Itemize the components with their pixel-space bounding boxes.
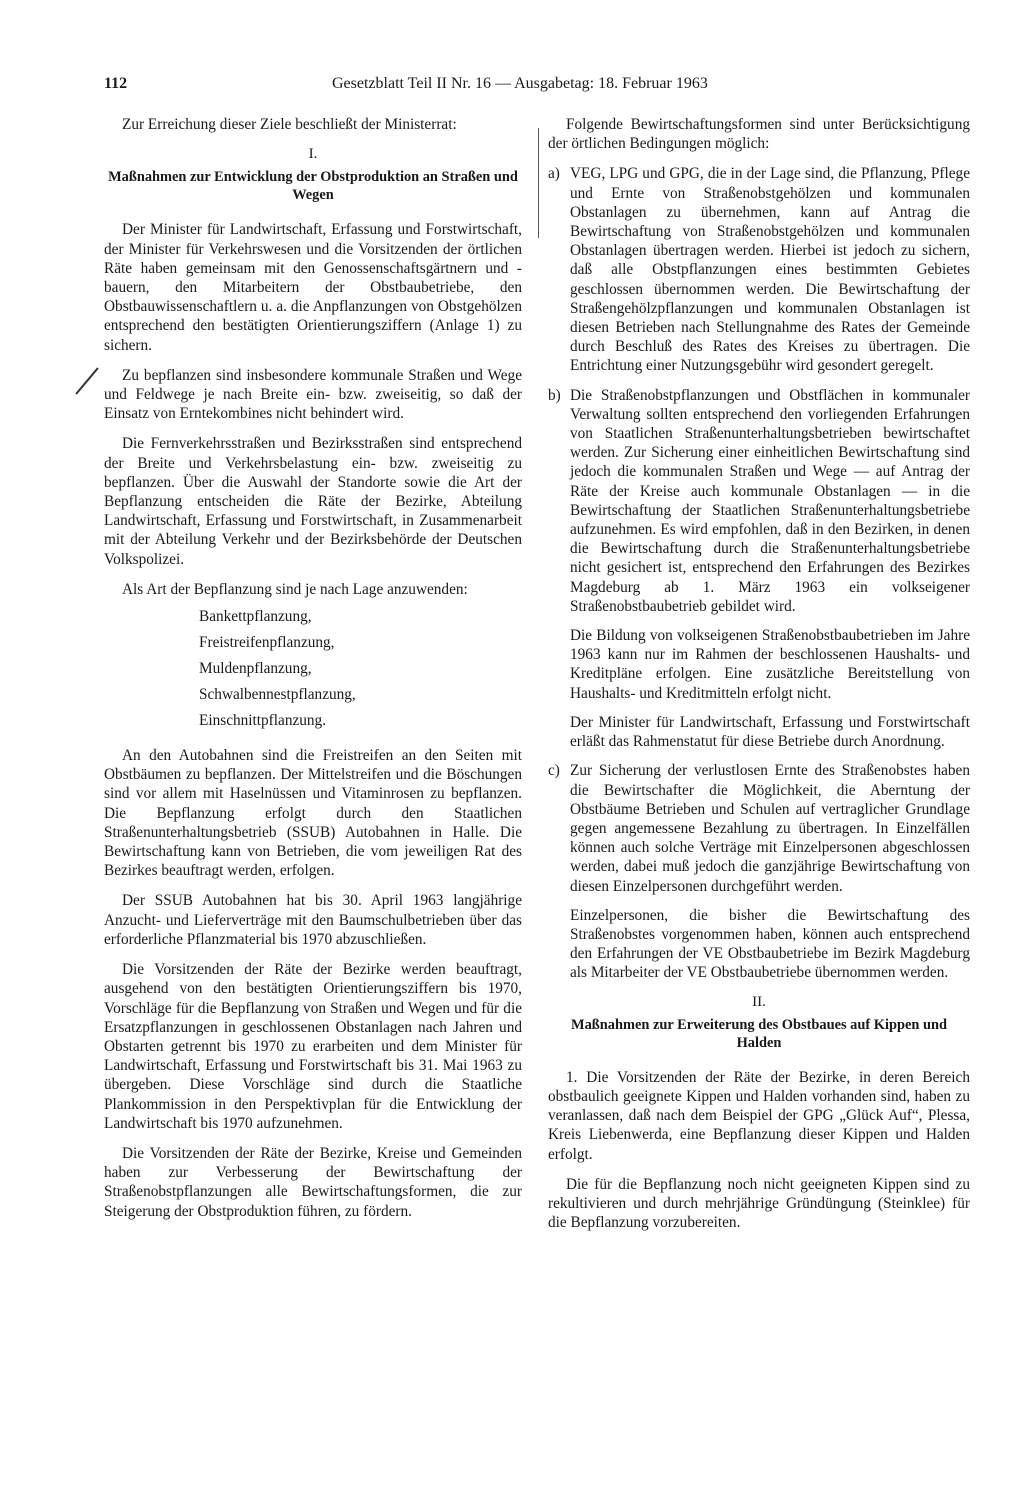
section-number: I. xyxy=(308,146,318,163)
intro-paragraph: Folgende Bewirtschaftungsformen sind unter Berücksichtigung der örtlichen Bedingungen möglich: xyxy=(548,116,970,153)
paragraph: Die Vorsitzenden der Räte der Bezirke, Kreise und Gemeinden haben zur Verbesserung der Bewirtschaftung der Straßenobstpflanzungen alle Bewirtschaftungsformen, die zur Steigerung der Obstproduktion führen, zu fördern. xyxy=(104,1144,522,1220)
list-item: Einschnittpflanzung. xyxy=(199,712,327,730)
list-item: Muldenpflanzung, xyxy=(199,660,312,678)
running-title: Gesetzblatt Teil II Nr. 16 — Ausgabetag: 18. Februar 1963 xyxy=(332,75,708,92)
item-text: Einzelpersonen, die bisher die Bewirtschaftung des Straßenobstes vorgenommen haben, können auch entsprechend den Erfahrungen der VE Obstbaubetriebe im Bezirk Magdeburg als Mitarbeiter der VE Obstbaubetriebe übernommen werden. xyxy=(570,906,970,982)
list-item-a xyxy=(548,164,970,375)
item-label: c) xyxy=(548,762,560,780)
section-heading: Maßnahmen zur Entwicklung der Obstproduktion an Straßen und Wegen xyxy=(108,169,518,204)
planting-types-list xyxy=(199,604,522,734)
item-text: Zur Sicherung der verlustlosen Ernte des Straßenobstes haben die Bewirtschafter die Möglichkeit, die Aberntung der Obstbäume Betrieben und Schulen auf vertraglicher Grundlage gegen angemessene Bezahlung zu übertragen. In Einzelfällen können auch solche Verträge mit Einzelpersonen abgeschlossen werden, dabei muß jedoch die ganzjährige Bewirtschaftung von diesen Einzelpersonen durchgeführt werden. xyxy=(570,762,970,895)
intro-paragraph: Zur Erreichung dieser Ziele beschließt der Ministerrat: xyxy=(122,116,457,133)
right-column xyxy=(548,115,970,1243)
paragraph: Als Art der Bepflanzung sind je nach Lage anzuwenden: xyxy=(122,580,468,598)
paragraph: An den Autobahnen sind die Freistreifen an den Seiten mit Obstbäumen zu bepflanzen. Der Mittelstreifen und die Böschungen sind vor allem mit Haselnüssen und Vitaminrosen zu bepflanzen. Die Bepflanzung erfolgt durch den Staatlichen Straßenunterhaltungsbetrieb (SSUB) Autobahnen in Halle. Die Bewirtschaftung kann von Betrieben, die vom jeweiligen Rat des Bezirkes beauftragt werden, erfolgen. xyxy=(104,747,522,880)
paragraph: Die für die Bepflanzung noch nicht geeigneten Kippen sind zu rekultivieren und durch mehrjährige Gründüngung (Steinklee) für die Bepflanzung vorzubereiten. xyxy=(548,1175,970,1232)
list-item-c xyxy=(548,761,970,982)
list-item: Bankettpflanzung, xyxy=(199,608,312,626)
paragraph: Der Minister für Landwirtschaft, Erfassung und Forstwirtschaft, der Minister für Verkehrswesen und die Vorsitzenden der örtlichen Räte haben gemeinsam mit den Genossenschaftsgärtnern und -bauern, den Mitarbeitern der Obstbaubetriebe, den Obstbauwissenschaftlern u. a. die Anpflanzungen von Obstgehölzen entsprechend den bestätigten Orientierungsziffern (Anlage 1) zu sichern. xyxy=(104,221,522,354)
item-text: Die Bildung von volkseigenen Straßenobstbaubetrieben im Jahre 1963 kann nur im Rahmen der beschlossenen Haushalts- und Kreditpläne erfolgen. Eine zusätzliche Bereitstellung von Haushalts- und Kreditmitteln erfolgt nicht. xyxy=(570,627,970,702)
paragraph: Der SSUB Autobahnen hat bis 30. April 1963 langjährige Anzucht- und Lieferverträge mit den Baumschulbetrieben über das erforderliche Pflanzmaterial bis 1970 abzuschließen. xyxy=(104,892,522,948)
section-heading: Maßnahmen zur Erweiterung des Obstbaues auf Kippen und Halden xyxy=(571,1016,947,1051)
page-number: 112 xyxy=(104,75,128,92)
section-number: II. xyxy=(752,993,766,1010)
list-item-b xyxy=(548,386,970,752)
column-divider xyxy=(538,128,539,238)
item-text: Der Minister für Landwirtschaft, Erfassung und Forstwirtschaft erläßt das Rahmenstatut für diese Betriebe durch Anordnung. xyxy=(570,713,970,751)
list-item: Freistreifenpflanzung, xyxy=(199,634,335,652)
left-column xyxy=(104,115,522,1232)
paragraph: Die Fernverkehrsstraßen und Bezirksstraßen sind entsprechend der Breite und Verkehrsbelastung ein- bzw. zweiseitig zu bepflanzen. Über die Auswahl der Standorte sowie die Art der Bepflanzung entscheiden die Räte der Bezirke, Abteilung Landwirtschaft, Erfassung und Forstwirtschaft, in Zusammenarbeit mit der Abteilung Verkehr und der Bezirksbehörde der Deutschen Volkspolizei. xyxy=(104,435,522,568)
item-label: a) xyxy=(548,165,560,183)
margin-pencil-mark xyxy=(75,367,98,394)
paragraph: Die Vorsitzenden der Räte der Bezirke werden beauftragt, ausgehend von den bestätigten Orientierungsziffern bis 1970, Vorschläge für die Bepflanzung von Straßen und Wegen und für die Ersatzpflanzungen in geschlossenen Obstanlagen nach Jahren und Obstarten getrennt bis 1970 zu erarbeiten und dem Minister für Landwirtschaft, Erfassung und Forstwirtschaft bis 31. Mai 1963 zu übergeben. Diese Vorschläge sind durch die Staatliche Plankommission in den Perspektivplan für die Entwicklung der Landwirtschaft bis 1970 aufzunehmen. xyxy=(104,961,522,1132)
paragraph: 1. Die Vorsitzenden der Räte der Bezirke, in deren Bereich obstbaulich geeignete Kippen und Halden vorhanden sind, haben zu veranlassen, daß nach dem Beispiel der GPG „Glück Auf“, Plessa, Kreis Liebenwerda, eine Bepflanzung dieser Kippen und Halden erfolgt. xyxy=(548,1068,970,1163)
list-item: Schwalbennestpflanzung, xyxy=(199,686,356,704)
item-text: Die Straßenobstpflanzungen und Obstflächen in kommunaler Verwaltung sollten entsprechend den vorliegenden Erfahrungen von Staatlichen Straßenunterhaltungsbetrieben bewirtschaftet werden. Zur Sicherung einer einheitlichen Bewirtschaftung sind jedoch die kommunalen Straßen und Wege — auf Antrag der Räte der Kreise auch kommunale Obstanlagen — in die Bewirtschaftung der Staatlichen Straßenunterhaltungsbetriebe aufzunehmen. Es wird empfohlen, daß in den Bezirken, in denen die Bewirtschaftung durch die Straßenunterhaltungsbetriebe nicht gesichert ist, entsprechend den Erfahrungen des Bezirkes Magdeburg ab 1. März 1963 ein volkseigener Straßenobstbaubetrieb gebildet wird. xyxy=(570,386,970,615)
item-label: b) xyxy=(548,386,561,404)
item-text: VEG, LPG und GPG, die in der Lage sind, die Pflanzung, Pflege und Ernte von Straßenobstgehölzen und kommunalen Obstanlagen zu übernehmen, kann auf Antrag die Bewirtschaftung von Straßenobstgehölzen und kommunalen Obstanlagen übertragen werden. Hierbei ist jedoch zu sichern, daß alle Obstpflanzungen eines bestimmten Gebietes geschlossen übernommen werden. Die Bewirtschaftung der Straßengehölzpflanzungen und kommunalen Obstanlagen ist diesen Betrieben nach Stellungnahme des Rates der Gemeinde durch Beschluß des Rates des Kreises zu übertragen. Die Entrichtung einer Nutzungsgebühr wird gesondert geregelt. xyxy=(570,165,970,375)
paragraph: Zu bepflanzen sind insbesondere kommunale Straßen und Wege und Feldwege je nach Breite ein- bzw. zweiseitig, so daß der Einsatz von Erntekombines nicht behindert wird. xyxy=(104,366,522,423)
